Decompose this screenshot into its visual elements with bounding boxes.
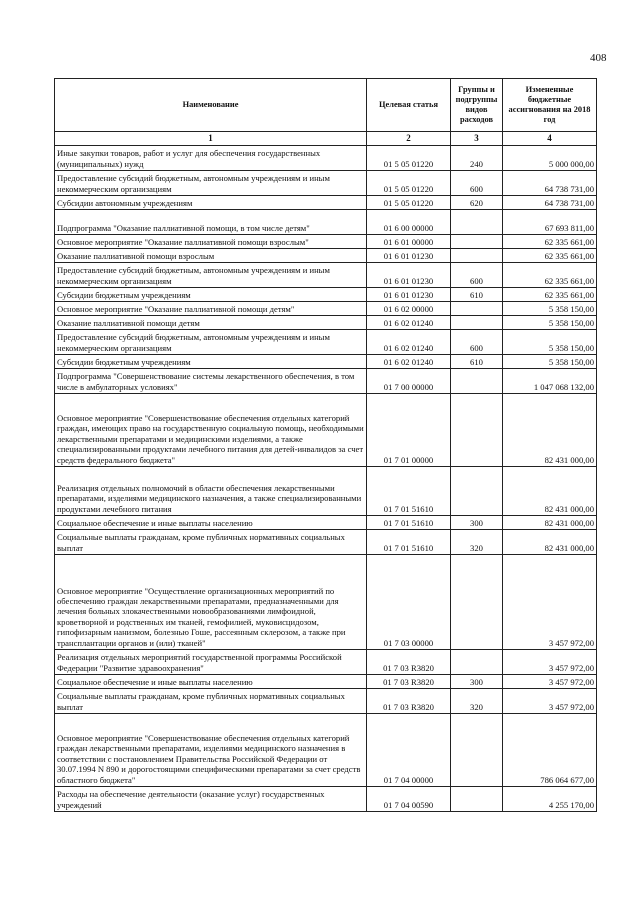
row-amount: 82 431 000,00 <box>503 530 597 555</box>
header-name: Наименование <box>55 79 367 132</box>
row-amount: 82 431 000,00 <box>503 467 597 516</box>
row-expense-group <box>451 316 503 330</box>
row-target-code: 01 7 00 00000 <box>367 369 451 394</box>
table-row <box>55 675 597 689</box>
row-amount: 82 431 000,00 <box>503 516 597 530</box>
row-expense-group <box>451 369 503 394</box>
table-row <box>55 369 597 394</box>
row-name: Предоставление субсидий бюджетным, автономным учреждениям и иным некоммерческим организациям <box>55 171 367 196</box>
row-amount: 62 335 661,00 <box>503 288 597 302</box>
row-name: Субсидии бюджетным учреждениям <box>55 355 367 369</box>
header-row <box>55 79 597 132</box>
row-expense-group <box>451 235 503 249</box>
row-expense-group <box>451 394 503 467</box>
column-number: 3 <box>451 132 503 146</box>
row-target-code: 01 7 01 51610 <box>367 530 451 555</box>
row-expense-group: 610 <box>451 355 503 369</box>
table-row <box>55 787 597 812</box>
row-target-code: 01 6 02 01240 <box>367 316 451 330</box>
table-row <box>55 210 597 235</box>
column-number: 2 <box>367 132 451 146</box>
row-target-code: 01 7 03 R3820 <box>367 675 451 689</box>
row-amount: 5 358 150,00 <box>503 316 597 330</box>
row-expense-group: 320 <box>451 689 503 714</box>
table-row <box>55 650 597 675</box>
row-name: Основное мероприятие "Осуществление организационных мероприятий по обеспечению граждан лекарственными препаратами, предназначенными для лечения больных злокачественными новообразованиями лимфоидной, кроветворной и родственных им тканей, гемофилией, муковисцидозом, гипофизарным нанизмом, болезнью Гоше, рассеянным склерозом, а также при трансплантации органов и (или) тканей" <box>55 555 367 650</box>
row-target-code: 01 5 05 01220 <box>367 196 451 210</box>
row-target-code: 01 5 05 01220 <box>367 171 451 196</box>
row-amount: 3 457 972,00 <box>503 555 597 650</box>
row-amount: 62 335 661,00 <box>503 263 597 288</box>
header-groups: Группы и подгруппы видов расходов <box>451 79 503 132</box>
header-amount: Измененные бюджетные ассигнования на 2018 год <box>503 79 597 132</box>
row-target-code: 01 6 01 01230 <box>367 263 451 288</box>
column-number-row <box>55 132 597 146</box>
row-expense-group <box>451 467 503 516</box>
row-target-code: 01 6 01 01230 <box>367 288 451 302</box>
header-target: Целевая статья <box>367 79 451 132</box>
row-amount: 4 255 170,00 <box>503 787 597 812</box>
row-name: Подпрограмма "Оказание паллиативной помощи, в том числе детям" <box>55 210 367 235</box>
row-target-code: 01 6 00 00000 <box>367 210 451 235</box>
row-amount: 64 738 731,00 <box>503 171 597 196</box>
row-expense-group: 600 <box>451 330 503 355</box>
table-row <box>55 530 597 555</box>
table-row <box>55 249 597 263</box>
table-row <box>55 196 597 210</box>
row-expense-group: 600 <box>451 171 503 196</box>
table-row <box>55 555 597 650</box>
row-name: Предоставление субсидий бюджетным, автономным учреждениям и иным некоммерческим организациям <box>55 263 367 288</box>
row-amount: 3 457 972,00 <box>503 650 597 675</box>
row-amount: 62 335 661,00 <box>503 249 597 263</box>
row-amount: 82 431 000,00 <box>503 394 597 467</box>
row-target-code: 01 7 01 00000 <box>367 394 451 467</box>
row-name: Основное мероприятие "Оказание паллиативной помощи взрослым" <box>55 235 367 249</box>
row-target-code: 01 6 02 01240 <box>367 330 451 355</box>
row-name: Оказание паллиативной помощи взрослым <box>55 249 367 263</box>
table-row <box>55 689 597 714</box>
row-target-code: 01 6 02 00000 <box>367 302 451 316</box>
table-row <box>55 316 597 330</box>
row-target-code: 01 7 01 51610 <box>367 516 451 530</box>
row-name: Расходы на обеспечение деятельности (оказание услуг) государственных учреждений <box>55 787 367 812</box>
row-amount: 5 358 150,00 <box>503 330 597 355</box>
row-expense-group <box>451 714 503 787</box>
table-row <box>55 263 597 288</box>
row-amount: 3 457 972,00 <box>503 675 597 689</box>
row-name: Субсидии автономным учреждениям <box>55 196 367 210</box>
table-row <box>55 714 597 787</box>
row-target-code: 01 5 05 01220 <box>367 146 451 171</box>
row-name: Социальное обеспечение и иные выплаты населению <box>55 675 367 689</box>
table-row <box>55 467 597 516</box>
row-target-code: 01 7 03 00000 <box>367 555 451 650</box>
row-amount: 1 047 068 132,00 <box>503 369 597 394</box>
row-name: Основное мероприятие "Совершенствование обеспечения отдельных категорий граждан лекарственными препаратами, изделиями медицинского назначения в соответствии с постановлением Правительства Российской Федерации от 30.07.1994 N 890 и дорогостоящими специфическими препаратами за счет средств областного бюджета" <box>55 714 367 787</box>
row-amount: 67 693 811,00 <box>503 210 597 235</box>
row-expense-group <box>451 210 503 235</box>
table-row <box>55 288 597 302</box>
row-amount: 3 457 972,00 <box>503 689 597 714</box>
row-expense-group: 240 <box>451 146 503 171</box>
row-target-code: 01 7 04 00000 <box>367 714 451 787</box>
table-row <box>55 394 597 467</box>
row-name: Социальное обеспечение и иные выплаты населению <box>55 516 367 530</box>
row-amount: 5 358 150,00 <box>503 302 597 316</box>
table-row <box>55 516 597 530</box>
row-target-code: 01 7 04 00590 <box>367 787 451 812</box>
row-name: Социальные выплаты гражданам, кроме публичных нормативных социальных выплат <box>55 689 367 714</box>
page-number: 408 <box>590 52 607 64</box>
row-target-code: 01 7 03 R3820 <box>367 689 451 714</box>
row-expense-group: 600 <box>451 263 503 288</box>
table-row <box>55 355 597 369</box>
row-name: Основное мероприятие "Совершенствование обеспечения отдельных категорий граждан, имеющих право на государственную социальную помощь, необходимыми лекарственными препаратами и медицинскими изделиями, а также специализированными продуктами лечебного питания для детей-инвалидов за счет средств федерального бюджета" <box>55 394 367 467</box>
row-amount: 786 064 677,00 <box>503 714 597 787</box>
row-target-code: 01 7 01 51610 <box>367 467 451 516</box>
row-name: Реализация отдельных полномочий в области обеспечения лекарственными препаратами, изделиями медицинского назначения, а также специализированными продуктами лечебного питания <box>55 467 367 516</box>
row-expense-group: 610 <box>451 288 503 302</box>
column-number: 1 <box>55 132 367 146</box>
column-number: 4 <box>503 132 597 146</box>
row-expense-group <box>451 650 503 675</box>
row-expense-group: 300 <box>451 675 503 689</box>
row-target-code: 01 7 03 R3820 <box>367 650 451 675</box>
row-expense-group <box>451 302 503 316</box>
row-expense-group: 300 <box>451 516 503 530</box>
table-row <box>55 235 597 249</box>
row-name: Предоставление субсидий бюджетным, автономным учреждениям и иным некоммерческим организациям <box>55 330 367 355</box>
row-amount: 5 000 000,00 <box>503 146 597 171</box>
table-body <box>55 146 597 812</box>
row-expense-group <box>451 555 503 650</box>
row-name: Субсидии бюджетным учреждениям <box>55 288 367 302</box>
row-amount: 5 358 150,00 <box>503 355 597 369</box>
row-name: Основное мероприятие "Оказание паллиативной помощи детям" <box>55 302 367 316</box>
row-expense-group: 620 <box>451 196 503 210</box>
row-expense-group <box>451 249 503 263</box>
table-row <box>55 330 597 355</box>
row-name: Иные закупки товаров, работ и услуг для обеспечения государственных (муниципальных) нужд <box>55 146 367 171</box>
table-row <box>55 171 597 196</box>
row-name: Реализация отдельных мероприятий государственной программы Российской Федерации "Развитие здравоохранения" <box>55 650 367 675</box>
row-expense-group <box>451 787 503 812</box>
row-target-code: 01 6 01 01230 <box>367 249 451 263</box>
row-expense-group: 320 <box>451 530 503 555</box>
row-amount: 62 335 661,00 <box>503 235 597 249</box>
budget-table <box>54 78 597 812</box>
table-row <box>55 302 597 316</box>
row-name: Социальные выплаты гражданам, кроме публичных нормативных социальных выплат <box>55 530 367 555</box>
row-name: Оказание паллиативной помощи детям <box>55 316 367 330</box>
row-target-code: 01 6 02 01240 <box>367 355 451 369</box>
row-name: Подпрограмма "Совершенствование системы лекарственного обеспечения, в том числе в амбулаторных условиях" <box>55 369 367 394</box>
row-target-code: 01 6 01 00000 <box>367 235 451 249</box>
table-row <box>55 146 597 171</box>
row-amount: 64 738 731,00 <box>503 196 597 210</box>
